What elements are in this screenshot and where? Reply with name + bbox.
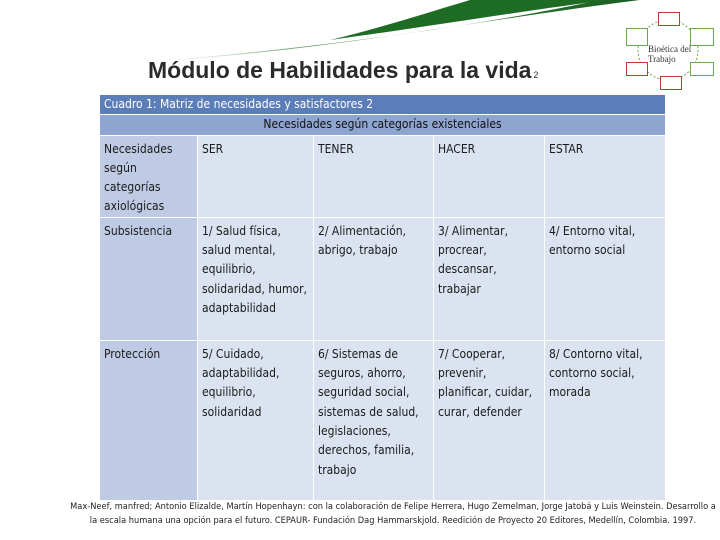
diagram-node-left-top — [626, 28, 648, 46]
table-row — [100, 340, 666, 500]
table-cell: 5/ Cuidado, adaptabilidad, equilibrio, solidaridad — [198, 340, 314, 500]
page-number: 2 — [533, 70, 539, 80]
table-caption-row — [100, 95, 666, 115]
citation-line-2: la escala humana una opción para el futuro. CEPAUR- Fundación Dag Hammarskjold. Reedición de Proyecto 20 Editores, Medellín, Colombia. 1997. — [89, 515, 697, 526]
slide-title-text: Módulo de Habilidades para la vida — [148, 57, 532, 83]
column-header-tener: TENER — [314, 135, 434, 217]
row-label-proteccion: Protección — [100, 340, 198, 500]
diagram-node-top — [658, 12, 680, 26]
diagram-node-left-bottom — [626, 62, 648, 76]
diagram-center-line2: Trabajo — [648, 54, 676, 64]
table-cell: 8/ Contorno vital, contorno social, morada — [545, 340, 666, 500]
table-cell: 4/ Entorno vital, entorno social — [545, 217, 666, 340]
diagram-center-label — [648, 44, 691, 64]
citation — [70, 500, 716, 528]
table-caption: Cuadro 1: Matriz de necesidades y satisfactores 2 — [100, 95, 666, 115]
table-cell: 7/ Cooperar, prevenir, planificar, cuidar, curar, defender — [434, 340, 545, 500]
table-row — [100, 217, 666, 340]
diagram-center-line1: Bioética del — [648, 44, 692, 54]
diagram-node-right-top — [690, 28, 714, 46]
table-cell: 1/ Salud física, salud mental, equilibrio, solidaridad, humor, adaptabilidad — [198, 217, 314, 340]
column-header-row — [100, 135, 666, 217]
diagram-node-right-bottom — [690, 62, 714, 76]
citation-line-1: Max-Neef, manfred; Antonio Elizalde, Martín Hopenhayn: con la colaboración de Felipe Herrera, Hugo Zemelman, Jorge Jatobá y Luis Weinstein. Desarrollo a — [70, 501, 716, 512]
table-cell: 2/ Alimentación, abrigo, trabajo — [314, 217, 434, 340]
table-subheading-row — [100, 115, 666, 135]
bioetica-diagram-logo — [620, 6, 718, 90]
table-cell: 6/ Sistemas de seguros, ahorro, seguridad social, sistemas de salud, legislaciones, derechos, familia, trabajo — [314, 340, 434, 500]
column-header-hacer: HACER — [434, 135, 545, 217]
row-header-title: Necesidades según categorías axiológicas — [100, 135, 198, 217]
column-header-estar: ESTAR — [545, 135, 666, 217]
row-label-subsistencia: Subsistencia — [100, 217, 198, 340]
needs-satisfiers-matrix — [99, 94, 666, 501]
diagram-node-bottom — [660, 76, 682, 90]
table-cell: 3/ Alimentar, procrear, descansar, trabajar — [434, 217, 545, 340]
table-subheading: Necesidades según categorías existenciales — [100, 115, 666, 135]
slide-title — [148, 57, 538, 84]
column-header-ser: SER — [198, 135, 314, 217]
